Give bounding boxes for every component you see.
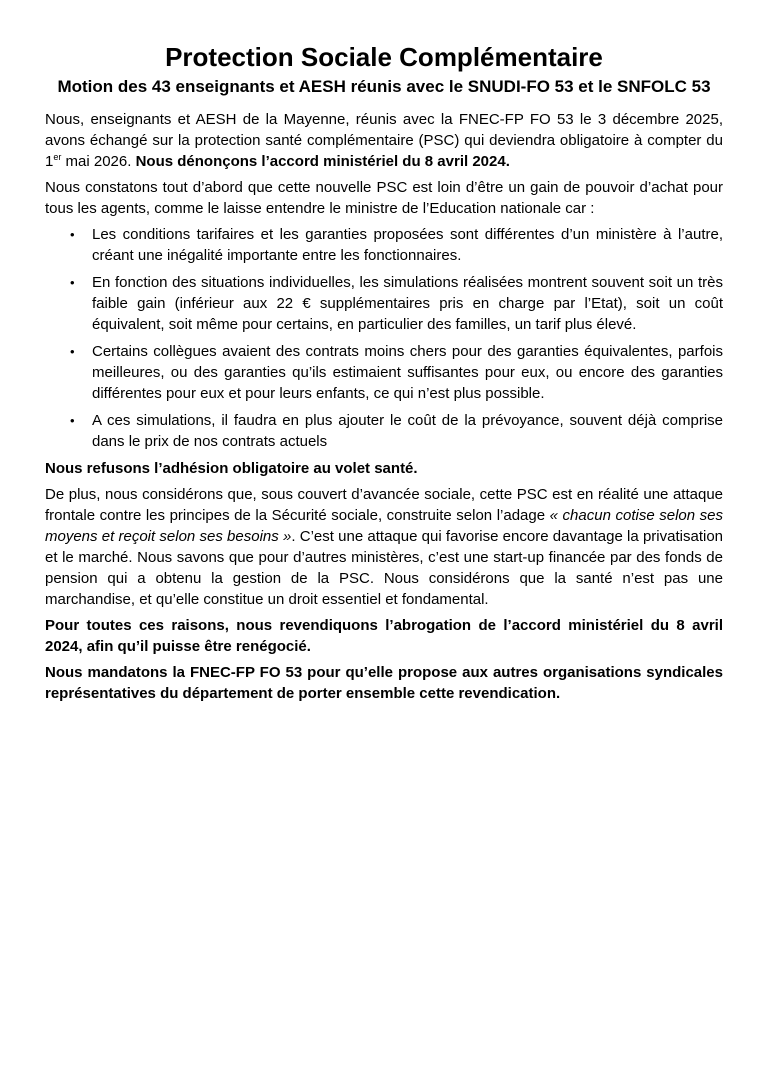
bullet-item (45, 410, 723, 452)
paragraph (45, 177, 723, 219)
bullet-item (45, 341, 723, 404)
bullet-marker: • (70, 344, 75, 359)
paragraph (45, 109, 723, 172)
text-run: En fonction des situations individuelles, les simulations réalisées montrent souvent soit un très faible gain (inférieur aux 22 € supplémentaires pris en charge par l’Etat), soit un coût équivalent, soit même pour certains, en particulier des familles, un tarif plus élevé. (92, 274, 723, 333)
paragraph (45, 615, 723, 657)
text-run: Les conditions tarifaires et les garanties proposées sont différentes d’un ministère à l’autre, créant une inégalité importante entre les fonctionnaires. (92, 226, 723, 264)
document-body (45, 109, 723, 704)
italic-text: « chacun cotise selon ses moyens et reçoit selon ses besoins » (45, 507, 723, 545)
bullet-text (92, 224, 723, 266)
text-run: mai 2026. (61, 153, 136, 170)
bullet-list (45, 224, 723, 452)
text-run: Nous, enseignants et AESH de la Mayenne, réunis avec la FNEC-FP FO 53 le 3 décembre 2025, avons échangé sur la protection santé complémentaire (PSC) qui deviendra obligatoire à compter du 1 (45, 111, 723, 170)
text-run: De plus, nous considérons que, sous couvert d’avancée sociale, cette PSC est en réalité une attaque frontale contre les principes de la Sécurité sociale, construite selon l’adage (45, 486, 723, 524)
bullet-item (45, 272, 723, 335)
bold-text: Nous dénonçons l’accord ministériel du 8 avril 2024. (135, 153, 510, 170)
bullet-text (92, 410, 723, 452)
bold-text: Pour toutes ces raisons, nous revendiquons l’abrogation de l’accord ministériel du 8 avril 2024, afin qu’il puisse être renégocié. (45, 617, 723, 655)
paragraph (45, 458, 723, 479)
bold-text: Nous refusons l’adhésion obligatoire au volet santé. (45, 460, 418, 477)
bullet-item (45, 224, 723, 266)
bold-text: Nous mandatons la FNEC-FP FO 53 pour qu’elle propose aux autres organisations syndicales représentatives du département de porter ensemble cette revendication. (45, 664, 723, 702)
bullet-text (92, 272, 723, 335)
bullet-marker: • (70, 413, 75, 428)
paragraph (45, 662, 723, 704)
text-run: Certains collègues avaient des contrats moins chers pour des garanties équivalentes, parfois meilleures, ou des garanties qu’ils estimaient suffisantes pour eux, ou encore des garanties différentes pour eux et pour leurs enfants, ce qui n’est plus possible. (92, 343, 723, 402)
document-title: Protection Sociale Complémentaire (165, 42, 603, 72)
paragraph (45, 484, 723, 610)
superscript-text: er (53, 152, 62, 162)
bullet-marker: • (70, 275, 75, 290)
text-run: A ces simulations, il faudra en plus ajouter le coût de la prévoyance, souvent déjà comprise dans le prix de nos contrats actuels (92, 412, 723, 450)
bullet-marker: • (70, 227, 75, 242)
text-run: Nous constatons tout d’abord que cette nouvelle PSC est loin d’être un gain de pouvoir d’achat pour tous les agents, comme le laisse entendre le ministre de l’Education nationale car : (45, 179, 723, 217)
bullet-text (92, 341, 723, 404)
document-subtitle: Motion des 43 enseignants et AESH réunis avec le SNUDI-FO 53 et le SNFOLC 53 (57, 77, 711, 96)
text-run: . C’est une attaque qui favorise encore davantage la privatisation et le marché. Nous savons que pour d’autres ministères, c’est une start-up financée par des fonds de pension qui a obtenu la gestion de la PSC. Nous considérons que la santé n’est pas une marchandise, et qu’elle constitue un droit essentiel et fondamental. (45, 528, 724, 608)
